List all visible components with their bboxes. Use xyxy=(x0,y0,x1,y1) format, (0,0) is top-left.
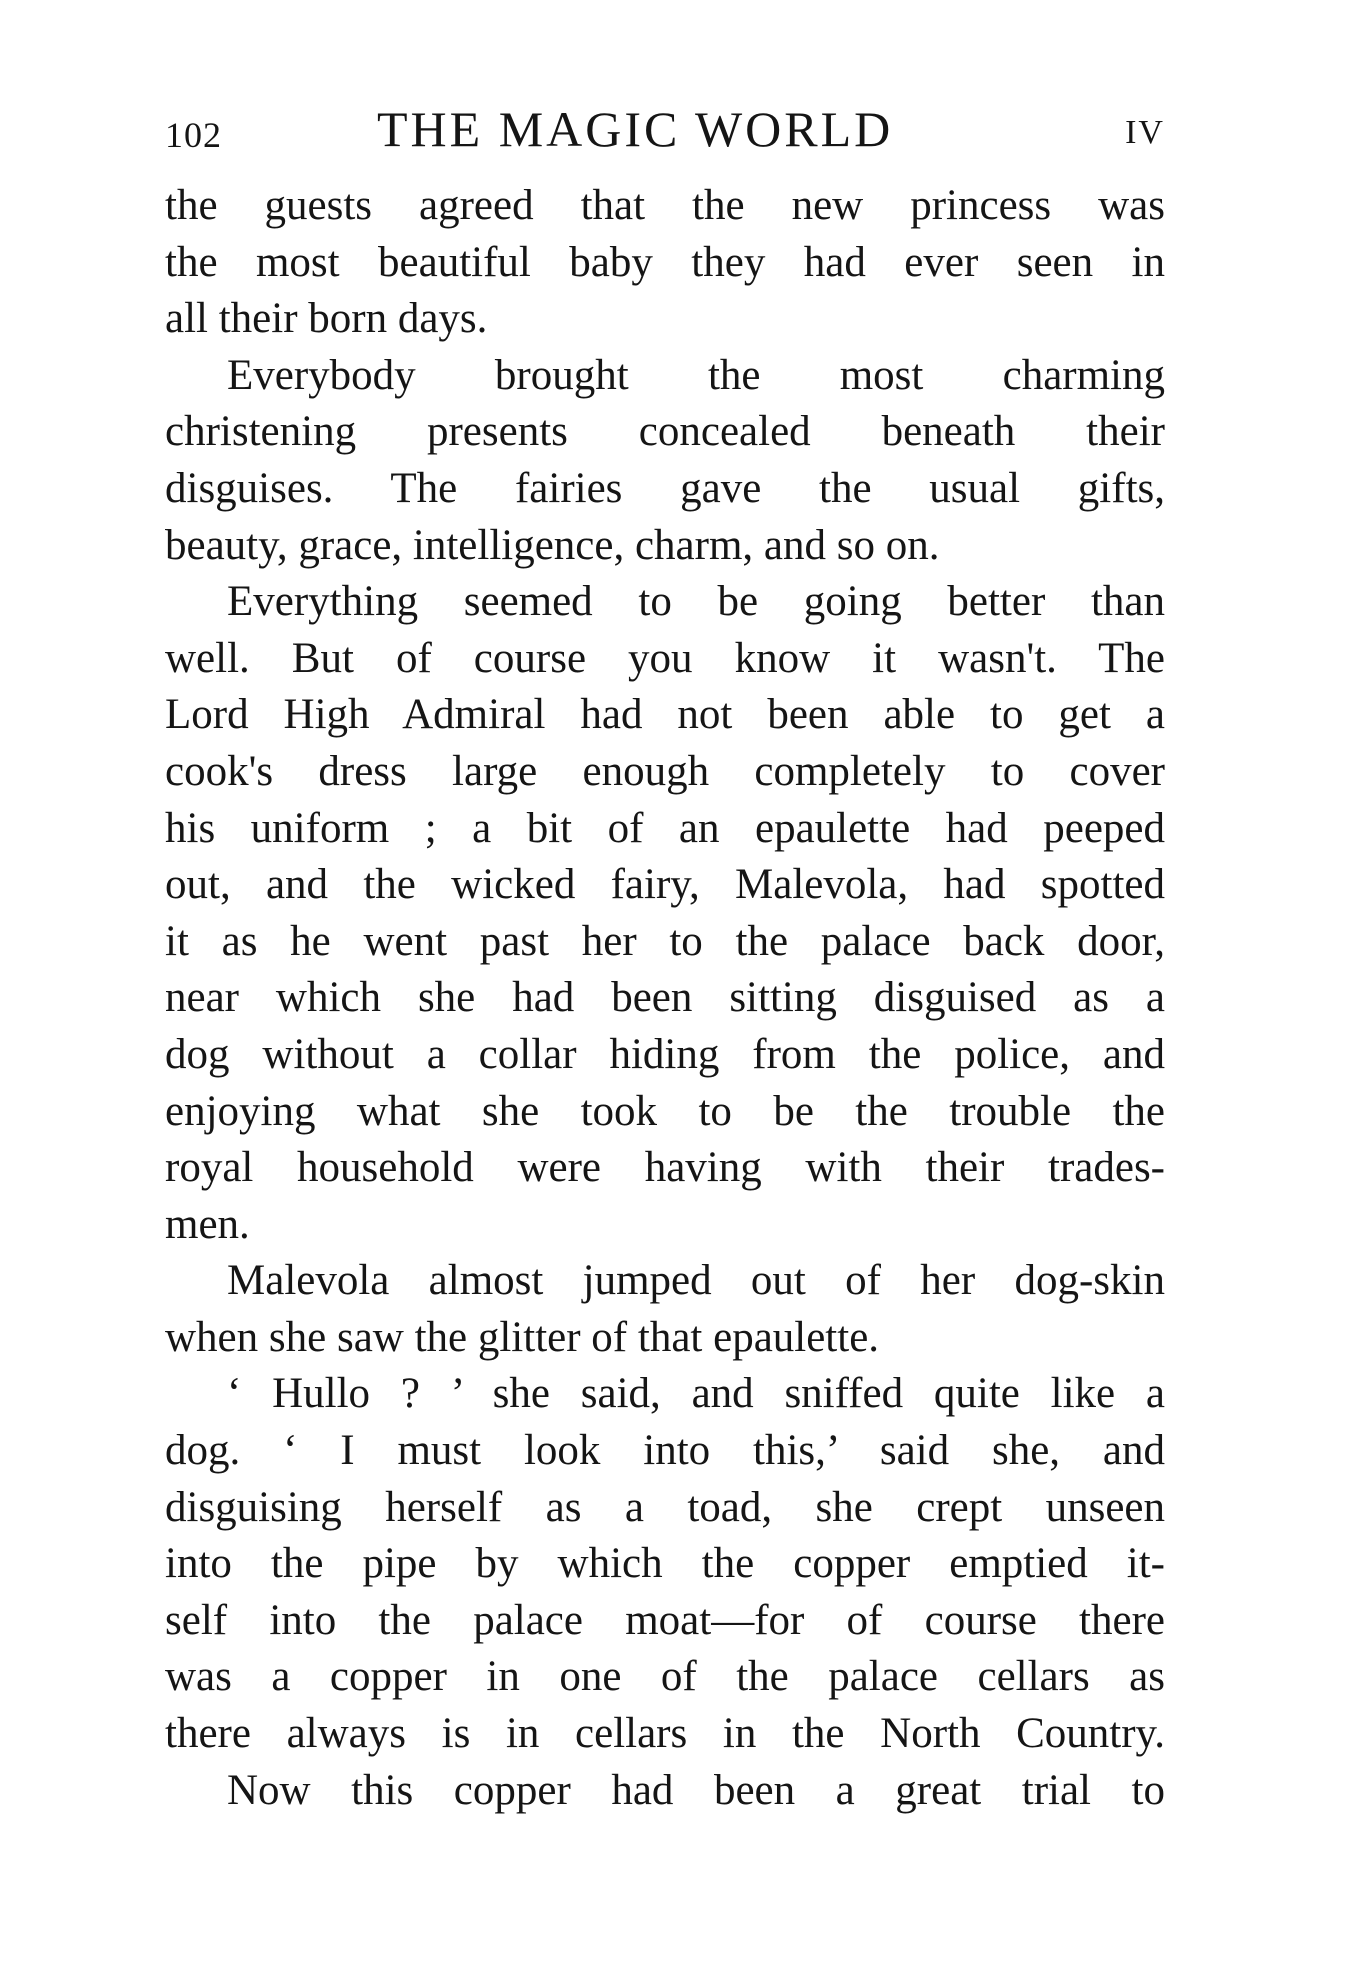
text-line: near which she had been sitting disguised as a xyxy=(165,974,1165,1022)
text-line: his uniform ; a bit of an epaulette had peeped xyxy=(165,804,1165,852)
text-line: ‘ Hullo ? ’ she said, and sniffed quite like a xyxy=(227,1370,1165,1418)
running-head xyxy=(165,100,1165,164)
text-line: disguising herself as a toad, she crept unseen xyxy=(165,1483,1165,1531)
text-line: christening presents concealed beneath their xyxy=(165,408,1165,456)
text-line: into the pipe by which the copper emptied it- xyxy=(165,1540,1165,1588)
text-line: royal household were having with their trades- xyxy=(165,1144,1165,1192)
text-line: men. xyxy=(165,1200,250,1248)
text-line: the most beautiful baby they had ever seen in xyxy=(165,238,1165,286)
text-line: Lord High Admiral had not been able to get a xyxy=(165,691,1165,739)
text-line: there always is in cellars in the North Country. xyxy=(165,1710,1165,1758)
text-line: when she saw the glitter of that epaulette. xyxy=(165,1313,880,1361)
text-line: dog without a collar hiding from the police, and xyxy=(165,1030,1165,1078)
text-line: Everybody brought the most charming xyxy=(227,351,1165,399)
text-line: dog. ‘ I must look into this,’ said she, and xyxy=(165,1427,1165,1475)
text-line: Now this copper had been a great trial to xyxy=(227,1766,1165,1814)
text-line: self into the palace moat—for of course there xyxy=(165,1596,1165,1644)
text-line: all their born days. xyxy=(165,295,488,343)
text-line: disguises. The fairies gave the usual gifts, xyxy=(165,464,1165,512)
text-line: Everything seemed to be going better than xyxy=(227,578,1165,626)
text-line: it as he went past her to the palace back door, xyxy=(165,917,1165,965)
running-title: THE MAGIC WORLD xyxy=(377,101,894,157)
text-line: was a copper in one of the palace cellars as xyxy=(165,1653,1165,1701)
text-line: beauty, grace, intelligence, charm, and so on. xyxy=(165,521,940,569)
text-line: Malevola almost jumped out of her dog-skin xyxy=(227,1257,1165,1305)
body-text xyxy=(165,178,1165,1819)
page-number: 102 xyxy=(165,115,222,155)
text-line: out, and the wicked fairy, Malevola, had spotted xyxy=(165,861,1165,909)
text-line: well. But of course you know it wasn't. The xyxy=(165,634,1165,682)
text-line: cook's dress large enough completely to cover xyxy=(165,747,1165,795)
text-line: enjoying what she took to be the trouble the xyxy=(165,1087,1165,1135)
text-line: the guests agreed that the new princess was xyxy=(165,182,1165,229)
book-page xyxy=(165,100,1165,1819)
chapter-number: IV xyxy=(1125,114,1165,151)
